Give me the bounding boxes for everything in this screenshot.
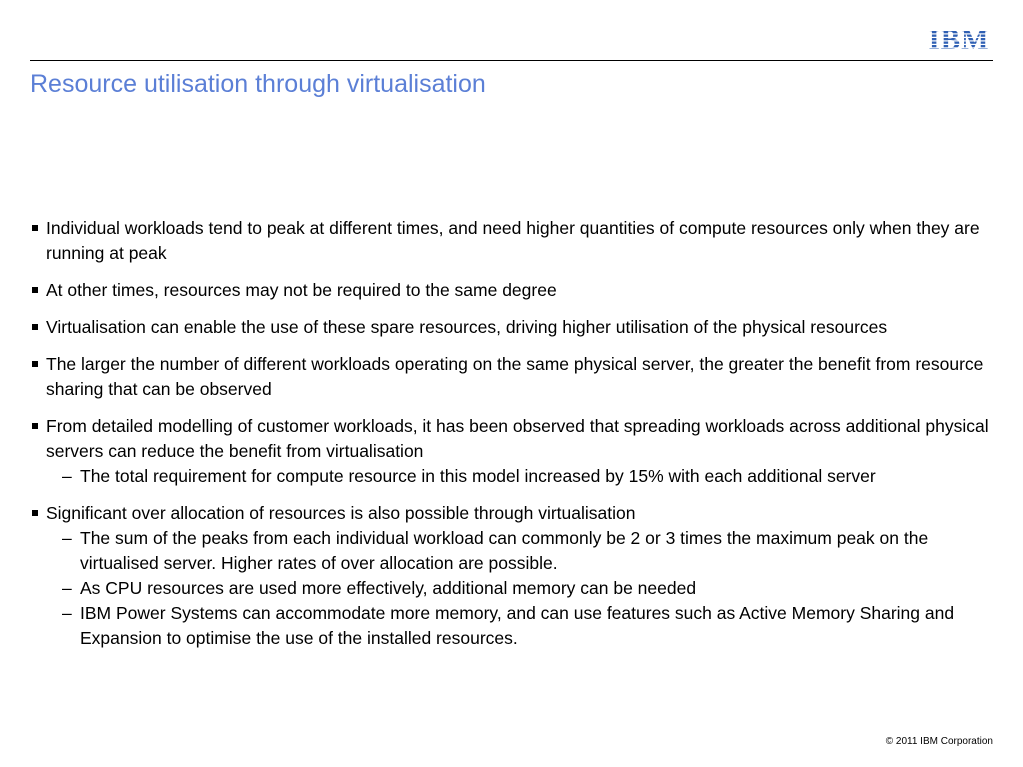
sub-bullet-text: The total requirement for compute resource in this model increased by 15% with each additional server — [80, 466, 876, 486]
sub-bullet-item — [46, 464, 992, 489]
bullet-item — [32, 315, 992, 340]
bullet-item — [32, 501, 992, 651]
sub-bullet-list — [46, 526, 992, 651]
sub-bullet-item — [46, 601, 992, 651]
copyright-footer: © 2011 IBM Corporation — [885, 736, 993, 747]
bullet-item — [32, 216, 992, 266]
dash-marker: – — [62, 603, 72, 623]
bullet-item — [32, 414, 992, 489]
bullet-text: From detailed modelling of customer workloads, it has been observed that spreading workloads across additional physical servers can reduce the benefit from virtualisation — [46, 416, 989, 461]
sub-bullet-text: IBM Power Systems can accommodate more memory, and can use features such as Active Memory Sharing and Expansion to optimise the use of the installed resources. — [80, 603, 955, 648]
dash-marker: – — [62, 578, 72, 598]
dash-marker: – — [62, 466, 72, 486]
header-divider — [30, 60, 993, 61]
bullet-text: Significant over allocation of resources is also possible through virtualisation — [46, 503, 636, 523]
sub-bullet-list — [46, 464, 992, 489]
bullet-item — [32, 278, 992, 303]
bullet-text: Individual workloads tend to peak at different times, and need higher quantities of compute resources only when they are running at peak — [46, 218, 980, 263]
ibm-logo — [925, 24, 993, 52]
sub-bullet-text: The sum of the peaks from each individual workload can commonly be 2 or 3 times the maximum peak on the virtualised server. Higher rates of over allocation are possible. — [80, 528, 929, 573]
bullet-text: At other times, resources may not be required to the same degree — [46, 280, 557, 300]
sub-bullet-item — [46, 526, 992, 576]
bullet-list — [32, 216, 992, 663]
bullet-text: The larger the number of different workloads operating on the same physical server, the greater the benefit from resource sharing that can be observed — [46, 354, 984, 399]
dash-marker: – — [62, 528, 72, 548]
bullet-item — [32, 352, 992, 402]
sub-bullet-text: As CPU resources are used more effectively, additional memory can be needed — [80, 578, 697, 598]
bullet-text: Virtualisation can enable the use of these spare resources, driving higher utilisation of the physical resources — [46, 317, 888, 337]
sub-bullet-item — [46, 576, 992, 601]
ibm-logo-text: IBM — [928, 24, 990, 52]
slide-title: Resource utilisation through virtualisation — [30, 70, 486, 98]
